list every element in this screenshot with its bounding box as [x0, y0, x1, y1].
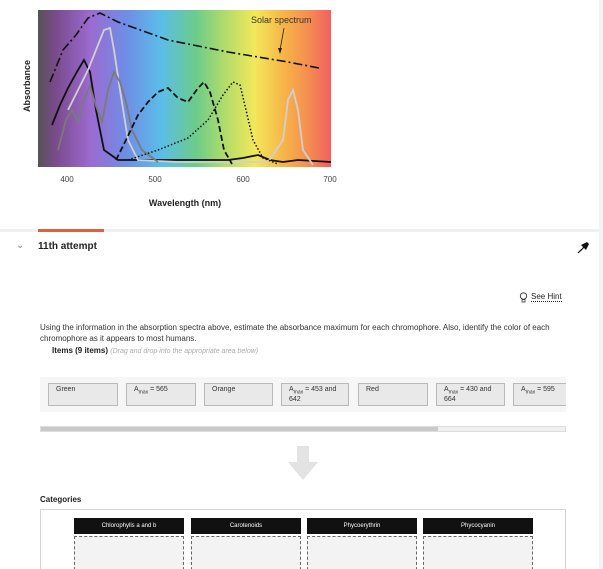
category-drop-zone[interactable]: [74, 536, 184, 569]
items-count-label: Items (9 items): [52, 346, 109, 355]
item-chip[interactable]: [513, 383, 566, 406]
category-chlorophylls: [74, 518, 184, 569]
category-drop-zone[interactable]: [423, 536, 533, 569]
right-edge-panel: [599, 0, 603, 569]
pin-icon[interactable]: [577, 240, 591, 254]
items-scrollbar[interactable]: [40, 426, 566, 432]
item-chip-label: $A_{max} = 430$ and 664: [444, 386, 492, 404]
category-drop-zone[interactable]: [307, 536, 417, 569]
items-drag-note: (Drag and drop into the appropriate area below): [110, 348, 259, 355]
question-instructions: Using the information in the absorption spectra above, estimate the absorbance maximum for each chromophore. Also, identify the color of each chromophore as it appears to most humans.: [40, 323, 550, 343]
item-chip-label: $A_{max} = 565$: [134, 386, 168, 396]
see-hint-link[interactable]: [519, 290, 562, 304]
x-axis-title: Wavelength (nm): [148, 198, 222, 208]
items-scrollbar-thumb[interactable]: [41, 427, 438, 431]
item-chip[interactable]: [204, 383, 273, 406]
category-carotenoids: [191, 518, 301, 569]
arrow-down-icon: [288, 446, 318, 482]
x-tick-500: 500: [148, 175, 162, 184]
categories-title: Categories: [40, 495, 82, 504]
category-drop-zone[interactable]: [191, 536, 301, 569]
item-chip-label: $A_{max} = 595$: [521, 386, 555, 396]
active-tab-accent: [38, 229, 104, 232]
category-phycoerythrin: [307, 518, 417, 569]
y-axis-title: Absorbance: [22, 59, 32, 113]
category-header: Phycoerythrin: [307, 518, 417, 534]
item-chip[interactable]: [358, 383, 428, 406]
item-chip[interactable]: [126, 383, 196, 406]
item-chip-label: Orange: [212, 386, 236, 393]
y-axis-title-wrap: [21, 56, 33, 116]
x-tick-400: 400: [60, 175, 74, 184]
attempt-header[interactable]: [0, 238, 600, 256]
solar-spectrum-label: Solar spectrum: [251, 15, 312, 25]
item-chip-label: $A_{max} = 453$ and 642: [289, 386, 337, 404]
item-chip-label: Red: [366, 386, 379, 393]
category-phycocyanin: [423, 518, 533, 569]
x-tick-700: 700: [323, 175, 337, 184]
solar-label-pointer: [270, 26, 290, 56]
chevron-down-icon[interactable]: ⌄: [16, 240, 25, 251]
absorption-spectra-figure: [0, 0, 603, 228]
category-header: Phycocyanin: [423, 518, 533, 534]
attempt-title: 11th attempt: [38, 241, 97, 252]
item-chip-label: Green: [56, 386, 76, 393]
x-tick-600: 600: [236, 175, 250, 184]
see-hint-label[interactable]: See Hint: [531, 292, 562, 301]
item-chip[interactable]: [281, 383, 349, 406]
item-chip[interactable]: [436, 383, 505, 406]
item-chip[interactable]: [48, 383, 118, 406]
category-header: Chlorophylls a and b: [74, 518, 184, 534]
category-header: Carotenoids: [191, 518, 301, 534]
draggable-items-strip[interactable]: [40, 377, 566, 412]
categories-panel: [40, 509, 566, 569]
items-heading: [52, 346, 258, 355]
lightbulb-icon: [519, 292, 528, 303]
